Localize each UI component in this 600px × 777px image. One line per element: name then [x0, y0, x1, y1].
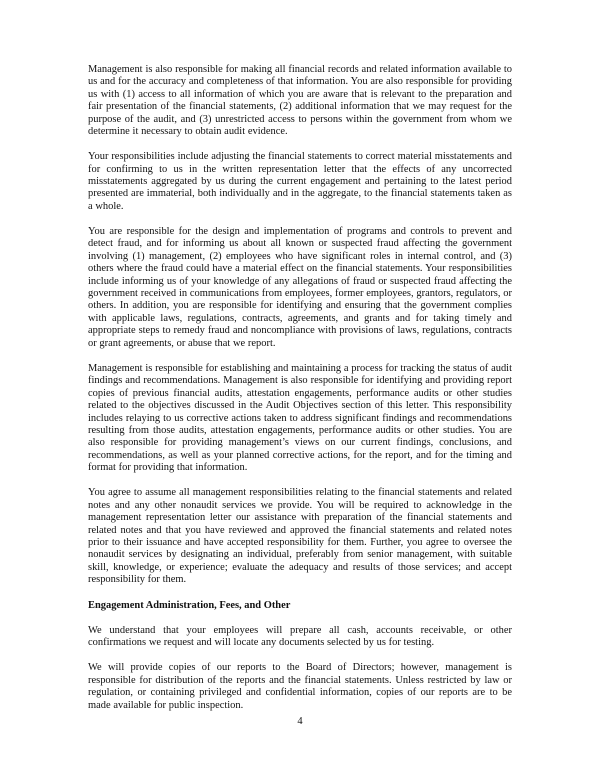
paragraph-employee-confirmations: We understand that your employees will prepare all cash, accounts receivable, or other confirmations we request and will locate any documents selected by us for testing. — [88, 625, 512, 649]
paragraph-adjusting-statements: Your responsibilities include adjusting the financial statements to correct material misstatements and for confirming to us in the written representation letter that the effects of any uncorrected misstatements aggregated by us during the current engagement and pertaining to the latest period presented are immaterial, both individually and in the aggregate, to the financial statements taken as a whole. — [88, 151, 512, 212]
paragraph-nonaudit-services: You agree to assume all management responsibilities relating to the financial statements and related notes and any other nonaudit services we provide. You will be required to acknowledge in the management representation letter our assistance with preparation of the financial statements and related notes and that you have reviewed and approved the financial statements and related notes prior to their issuance and have accepted responsibility for them. Further, you agree to oversee the nonaudit services by designating an individual, preferably from senior management, with suitable skill, knowledge, or experience; evaluate the adequacy and results of those services; and accept responsibility for them. — [88, 487, 512, 586]
paragraph-tracking-audit-findings: Management is responsible for establishing and maintaining a process for tracking the status of audit findings and recommendations. Management is also responsible for identifying and providing report copies of previous financial audits, attestation engagements, performance audits or other studies related to the objectives discussed in the Audit Objectives section of this letter. This responsibility includes relaying to us corrective actions taken to address significant findings and recommendations resulting from those audits, attestation engagements, performance audits or other studies. You are also responsible for providing management’s views on our current findings, conclusions, and recommendations, as well as your planned corrective actions, for the report, and for the timing and format for providing that information. — [88, 362, 512, 474]
page-number: 4 — [297, 716, 303, 727]
paragraph-fraud-controls: You are responsible for the design and implementation of programs and controls to prevent and detect fraud, and for informing us about all known or suspected fraud affecting the government involving (1) management, (2) employees who have significant roles in internal control, and (3) others where the fraud could have a material effect on the financial statements. Your responsibilities include informing us of your knowledge of any allegations of fraud or suspected fraud affecting the government received in communications from employees, former employees, grantors, regulators, or others. In addition, you are responsible for identifying and ensuring that the government complies with applicable laws, regulations, contracts, agreements, and grants and for taking timely and appropriate steps to remedy fraud and noncompliance with provisions of laws, regulations, contracts or grant agreements, or abuse that we report. — [88, 225, 512, 349]
page-body — [88, 64, 512, 712]
paragraph-management-records: Management is also responsible for making all financial records and related information available to us and for the accuracy and completeness of that information. You are also responsible for providing us with (1) access to all information of which you are aware that is relevant to the preparation and fair presentation of the financial statements, (2) additional information that we may request for the purpose of the audit, and (3) unrestricted access to persons within the government from whom we determine it necessary to obtain audit evidence. — [88, 64, 512, 138]
paragraph-report-distribution: We will provide copies of our reports to the Board of Directors; however, management is responsible for distribution of the reports and the financial statements. Unless restricted by law or regulation, or containing privileged and confidential information, copies of our reports are to be made available for public inspection. — [88, 662, 512, 711]
section-heading-engagement-administration: Engagement Administration, Fees, and Other — [88, 599, 291, 611]
